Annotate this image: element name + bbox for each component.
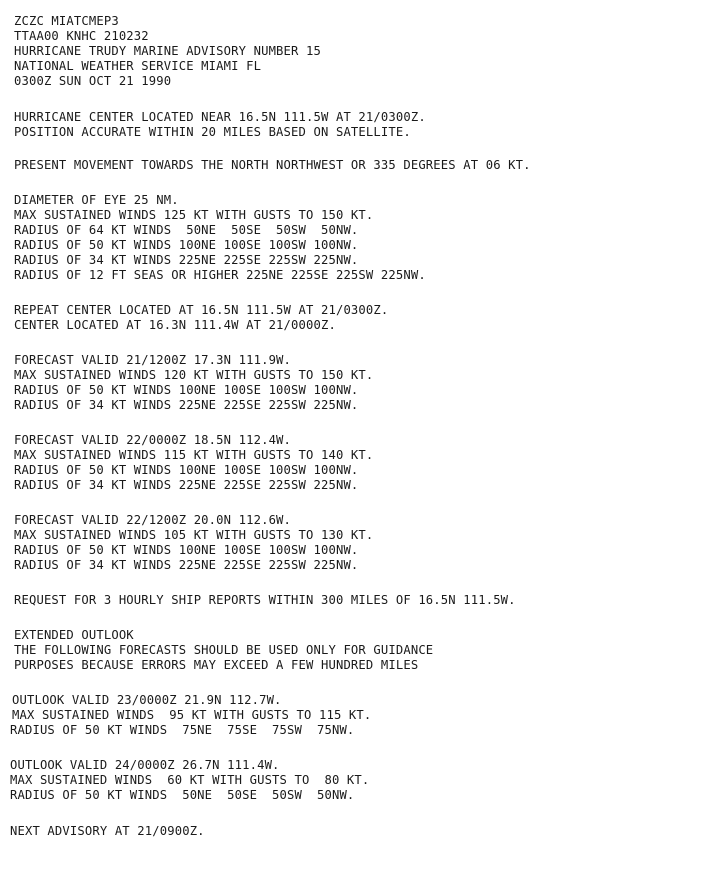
position-accuracy-line: POSITION ACCURATE WITHIN 20 MILES BASED ON SATELLITE. bbox=[14, 125, 411, 139]
eye-diameter-line: DIAMETER OF EYE 25 NM. bbox=[14, 193, 179, 207]
previous-center-line: CENTER LOCATED AT 16.3N 111.4W AT 21/0000Z. bbox=[14, 318, 336, 332]
forecast-radius-50kt-line: RADIUS OF 50 KT WINDS 100NE 100SE 100SW 100NW. bbox=[14, 383, 359, 397]
advisory-title: HURRICANE TRUDY MARINE ADVISORY NUMBER 15 bbox=[14, 44, 321, 58]
forecast-max-winds-line: MAX SUSTAINED WINDS 115 KT WITH GUSTS TO 140 KT. bbox=[14, 448, 374, 462]
radius-50kt-line: RADIUS OF 50 KT WINDS 100NE 100SE 100SW 100NW. bbox=[14, 238, 359, 252]
forecast-max-winds-line: MAX SUSTAINED WINDS 105 KT WITH GUSTS TO 130 KT. bbox=[14, 528, 374, 542]
extended-outlook-note-2: PURPOSES BECAUSE ERRORS MAY EXCEED A FEW HUNDRED MILES bbox=[14, 658, 419, 672]
next-advisory-line: NEXT ADVISORY AT 21/0900Z. bbox=[10, 824, 205, 838]
outlook-max-winds-line: MAX SUSTAINED WINDS 95 KT WITH GUSTS TO 115 KT. bbox=[12, 708, 372, 722]
issue-time: 0300Z SUN OCT 21 1990 bbox=[14, 74, 172, 88]
wmo-header: ZCZC MIATCMEP3 bbox=[14, 14, 119, 28]
outlook-valid-line: OUTLOOK VALID 23/0000Z 21.9N 112.7W. bbox=[12, 693, 282, 707]
ship-report-request-line: REQUEST FOR 3 HOURLY SHIP REPORTS WITHIN 300 MILES OF 16.5N 111.5W. bbox=[14, 593, 516, 607]
forecast-radius-34kt-line: RADIUS OF 34 KT WINDS 225NE 225SE 225SW 225NW. bbox=[14, 558, 359, 572]
outlook-radius-50kt-line: RADIUS OF 50 KT WINDS 50NE 50SE 50SW 50NW. bbox=[10, 788, 355, 802]
forecast-max-winds-line: MAX SUSTAINED WINDS 120 KT WITH GUSTS TO 150 KT. bbox=[14, 368, 374, 382]
forecast-valid-line: FORECAST VALID 21/1200Z 17.3N 111.9W. bbox=[14, 353, 292, 367]
outlook-max-winds-line: MAX SUSTAINED WINDS 60 KT WITH GUSTS TO 80 KT. bbox=[10, 773, 370, 787]
outlook-valid-line: OUTLOOK VALID 24/0000Z 26.7N 111.4W. bbox=[10, 758, 280, 772]
radius-64kt-line: RADIUS OF 64 KT WINDS 50NE 50SE 50SW 50NW. bbox=[14, 223, 359, 237]
max-winds-line: MAX SUSTAINED WINDS 125 KT WITH GUSTS TO 150 KT. bbox=[14, 208, 374, 222]
forecast-valid-line: FORECAST VALID 22/1200Z 20.0N 112.6W. bbox=[14, 513, 292, 527]
center-location-line: HURRICANE CENTER LOCATED NEAR 16.5N 111.5W AT 21/0300Z. bbox=[14, 110, 426, 124]
radius-34kt-line: RADIUS OF 34 KT WINDS 225NE 225SE 225SW 225NW. bbox=[14, 253, 359, 267]
extended-outlook-note-1: THE FOLLOWING FORECASTS SHOULD BE USED ONLY FOR GUIDANCE bbox=[14, 643, 434, 657]
repeat-center-line: REPEAT CENTER LOCATED AT 16.5N 111.5W AT 21/0300Z. bbox=[14, 303, 389, 317]
forecast-radius-50kt-line: RADIUS OF 50 KT WINDS 100NE 100SE 100SW 100NW. bbox=[14, 463, 359, 477]
ttaa-header: TTAA00 KNHC 210232 bbox=[14, 29, 149, 43]
present-movement-line: PRESENT MOVEMENT TOWARDS THE NORTH NORTHWEST OR 335 DEGREES AT 06 KT. bbox=[14, 158, 531, 172]
issuing-office: NATIONAL WEATHER SERVICE MIAMI FL bbox=[14, 59, 262, 73]
outlook-radius-50kt-line: RADIUS OF 50 KT WINDS 75NE 75SE 75SW 75NW. bbox=[10, 723, 355, 737]
forecast-radius-34kt-line: RADIUS OF 34 KT WINDS 225NE 225SE 225SW 225NW. bbox=[14, 478, 359, 492]
extended-outlook-heading: EXTENDED OUTLOOK bbox=[14, 628, 134, 642]
forecast-radius-50kt-line: RADIUS OF 50 KT WINDS 100NE 100SE 100SW 100NW. bbox=[14, 543, 359, 557]
forecast-radius-34kt-line: RADIUS OF 34 KT WINDS 225NE 225SE 225SW 225NW. bbox=[14, 398, 359, 412]
forecast-valid-line: FORECAST VALID 22/0000Z 18.5N 112.4W. bbox=[14, 433, 292, 447]
radius-seas-line: RADIUS OF 12 FT SEAS OR HIGHER 225NE 225SE 225SW 225NW. bbox=[14, 268, 426, 282]
